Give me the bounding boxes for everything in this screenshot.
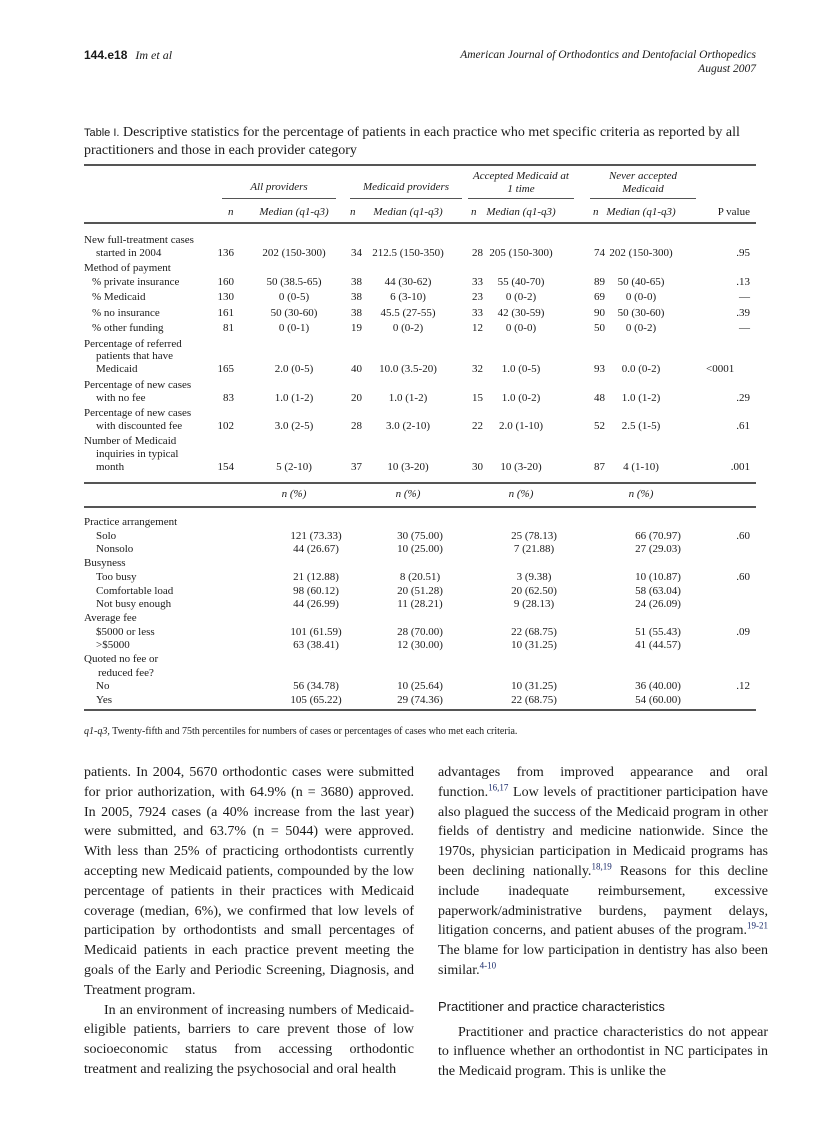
table-footnote <box>84 726 517 737</box>
cell-n-pct: 66 (70.97) <box>635 529 681 542</box>
cell-median: 6 (3-10) <box>390 291 426 304</box>
cell-median: 0 (0-1) <box>278 322 310 335</box>
row-label: Percentage of new cases <box>84 407 192 419</box>
cell-median: 45.5 (27-55) <box>380 306 436 319</box>
running-head-right <box>460 48 756 76</box>
cell-median: 50 (30-60) <box>617 306 665 319</box>
cell-n: 69 <box>594 291 605 304</box>
cell-n-pct: 63 (38.41) <box>293 639 339 652</box>
cell-n: 87 <box>594 460 605 473</box>
text-run: The blame for low participation in dentistry has also been similar. <box>438 943 768 978</box>
cell-p-value: — <box>739 322 750 335</box>
cell-n: 34 <box>351 246 362 259</box>
group-header: Medicaid providers <box>362 181 450 193</box>
cell-p-value: .13 <box>736 275 750 288</box>
cell-median: 202 (150-300) <box>262 246 326 259</box>
group-header: All providers <box>250 181 308 193</box>
col-header-median: Median (q1-q3) <box>259 206 329 218</box>
paragraph: In an environment of increasing numbers of Medicaid-eligible patients, barriers to care prevent those of low socioeconomic status from accessing orthodontic treatment and realizing the psychosocial and oral health <box>84 1002 414 1077</box>
row-label: Busyness <box>84 557 126 570</box>
cell-n: 19 <box>351 322 362 335</box>
row-label: Not busy enough <box>96 598 172 611</box>
cell-median: 50 (40-65) <box>617 275 665 288</box>
cell-n: 23 <box>472 291 483 304</box>
row-label: Solo <box>96 529 117 542</box>
cell-median: 2.0 (0-5) <box>274 363 314 376</box>
row-label: reduced fee? <box>98 666 154 679</box>
cell-n-pct: 30 (75.00) <box>397 529 443 542</box>
cell-n: 161 <box>217 306 234 319</box>
cell-n-pct: 98 (60.12) <box>293 584 339 597</box>
col-header-median: Median (q1-q3) <box>486 206 556 218</box>
cell-p-value: .12 <box>736 680 750 693</box>
cell-n: 38 <box>351 306 362 319</box>
cell-p-value: .09 <box>736 625 750 638</box>
cell-p-value: .29 <box>736 391 750 404</box>
cell-n: 74 <box>594 246 605 259</box>
cell-n: 12 <box>472 322 483 335</box>
table-bottom-rule <box>84 709 756 711</box>
col-header-n: n <box>350 206 356 218</box>
row-label: Percentage of new cases <box>84 378 192 391</box>
col-header-n-pct: n (%) <box>508 488 534 500</box>
row-label: started in 2004 <box>96 246 162 259</box>
row-label: month <box>96 460 125 473</box>
cell-n-pct: 44 (26.99) <box>293 598 339 611</box>
cell-n-pct: 11 (28.21) <box>397 598 443 611</box>
cell-n: 32 <box>472 363 483 376</box>
row-label: >$5000 <box>96 639 130 652</box>
row-label: Average fee <box>84 611 137 624</box>
cell-n: 48 <box>594 391 605 404</box>
cell-n: 15 <box>472 391 483 404</box>
running-head-left <box>84 48 172 63</box>
paragraph: Practitioner and practice characteristics do not appear to influence whether an orthodontist in NC participates in the Medicaid program. This is unlike the <box>438 1024 768 1080</box>
cell-n: 50 <box>594 322 605 335</box>
cell-n: 90 <box>594 306 605 319</box>
cell-median: 1.0 (0-2) <box>501 391 541 404</box>
page-number: 144.e18 <box>84 48 128 62</box>
cell-n-pct: 27 (29.03) <box>635 543 681 556</box>
table-top-rule <box>84 164 756 166</box>
cell-p-value: .39 <box>736 306 750 319</box>
cell-n-pct: 36 (40.00) <box>635 680 681 693</box>
journal-issue: August 2007 <box>698 63 756 75</box>
cell-n-pct: 58 (63.04) <box>635 584 681 597</box>
running-head-authors: Im et al <box>135 48 173 62</box>
cell-n-pct: 22 (68.75) <box>511 694 557 707</box>
table-label: Table I. <box>84 127 120 139</box>
col-header-n-pct: n (%) <box>281 488 307 500</box>
row-label: Nonsolo <box>96 543 134 556</box>
row-label: with no fee <box>96 391 146 404</box>
cell-n: 102 <box>217 419 234 432</box>
cell-n-pct: 10 (25.00) <box>397 543 443 556</box>
cell-n-pct: 12 (30.00) <box>397 639 443 652</box>
cell-n: 130 <box>217 291 234 304</box>
cell-n-pct: 7 (21.88) <box>513 543 555 556</box>
text-run: Low levels of practitioner participation have also plagued the success of the Medicaid program in other fields of dentistry and medicine nationwide. Since the 1970s, physician participation in Medicaid programs has been declining nationally. <box>438 784 768 879</box>
text-run: advantages from improved appearance and oral function. <box>438 765 768 800</box>
cell-n-pct: 121 (73.33) <box>290 529 342 542</box>
row-label: % private insurance <box>92 275 180 288</box>
section-rule <box>84 482 756 484</box>
citation-ref[interactable]: 18,19 <box>591 861 612 872</box>
cell-n-pct: 10 (31.25) <box>511 680 557 693</box>
cell-median: 0 (0-0) <box>505 322 537 335</box>
cell-n-pct: 25 (78.13) <box>511 529 557 542</box>
paragraph: patients. In 2004, 5670 orthodontic cases were submitted for prior authorization, with 64.9% (n = 3680) approved. In 2005, 7924 cases (a 40% increase from the last year) were submitted, and 63.7% (n = 5044) were approved. With less than 25% of practicing orthodontists currently accepting new Medicaid patients, compounded by the low percentage of patients in their practices with Medicaid coverage (median, 6%), we confirmed that low levels of participation by orthodontists and small percentages of Medicaid patients in each practice prevent meeting the goals of the Early and Periodic Screening, Diagnosis, and Treatment program. <box>84 765 414 998</box>
cell-median: 2.5 (1-5) <box>621 419 661 432</box>
group-underline <box>350 198 462 199</box>
cell-p-value: .60 <box>736 570 750 583</box>
cell-median: 3.0 (2-10) <box>386 419 430 432</box>
cell-median: 0 (0-5) <box>278 291 310 304</box>
group-header: Accepted Medicaid at <box>473 170 569 182</box>
cell-n-pct: 21 (12.88) <box>293 570 339 583</box>
row-label: Percentage of referred <box>84 337 182 350</box>
footnote-term: q1-q3, <box>84 726 110 737</box>
cell-n: 33 <box>472 275 483 288</box>
group-header: Never accepted <box>608 170 678 182</box>
cell-n: 38 <box>351 291 362 304</box>
row-label: $5000 or less <box>96 625 155 638</box>
body-column-right <box>438 763 768 1082</box>
cell-n: 40 <box>351 363 362 376</box>
cell-n-pct: 105 (65.22) <box>290 694 342 707</box>
cell-p-value: <0001 <box>706 363 735 376</box>
row-label: Method of payment <box>84 262 171 275</box>
row-label: % other funding <box>92 322 164 335</box>
cell-n: 22 <box>472 419 483 432</box>
cell-n-pct: 10 (10.87) <box>635 570 681 583</box>
col-header-n: n <box>593 206 599 218</box>
cell-n-pct: 56 (34.78) <box>293 680 339 693</box>
citation-ref[interactable]: 16,17 <box>488 782 509 793</box>
cell-n-pct: 101 (61.59) <box>290 625 342 638</box>
cell-median: 50 (38.5-65) <box>266 275 322 288</box>
body-column-left <box>84 763 414 1080</box>
cell-n: 154 <box>217 460 234 473</box>
cell-p-value: — <box>739 291 750 304</box>
cell-n-pct: 10 (25.64) <box>397 680 443 693</box>
row-label: Number of Medicaid <box>84 435 177 448</box>
cell-n-pct: 8 (20.51) <box>399 570 441 583</box>
cell-n: 37 <box>351 460 362 473</box>
cell-n-pct: 54 (60.00) <box>635 694 681 707</box>
table-caption <box>84 124 756 159</box>
row-label: No <box>96 680 110 693</box>
col-header-median: Median (q1-q3) <box>373 206 443 218</box>
row-label: patients that have <box>96 350 173 363</box>
cell-p-value: .60 <box>736 529 750 542</box>
row-label: Quoted no fee or <box>84 653 159 665</box>
cell-median: 202 (150-300) <box>609 246 673 259</box>
col-header-n: n <box>471 206 477 218</box>
cell-n: 28 <box>351 419 362 432</box>
row-label: Practice arrangement <box>84 516 178 528</box>
journal-title: American Journal of Orthodontics and Dentofacial Orthopedics <box>460 49 756 61</box>
cell-median: 0 (0-2) <box>625 322 657 335</box>
cell-median: 0 (0-2) <box>505 291 537 304</box>
cell-median: 1.0 (1-2) <box>274 391 314 404</box>
citation-ref[interactable]: 4-10 <box>479 960 497 971</box>
cell-n: 52 <box>594 419 605 432</box>
cell-median: 5 (2-10) <box>276 460 312 473</box>
cell-p-value: .001 <box>730 460 750 473</box>
cell-n: 136 <box>217 246 234 259</box>
group-underline <box>590 198 696 199</box>
col-header-n-pct: n (%) <box>628 488 654 500</box>
cell-median: 0 (0-2) <box>392 322 424 335</box>
cell-n-pct: 3 (9.38) <box>516 570 552 583</box>
cell-median: 205 (150-300) <box>489 246 553 259</box>
cell-median: 3.0 (2-5) <box>274 419 314 432</box>
cell-n: 93 <box>594 363 605 376</box>
cell-median: 1.0 (0-5) <box>501 363 541 376</box>
cell-median: 10.0 (3.5-20) <box>379 363 437 376</box>
cell-median: 44 (30-62) <box>384 275 432 288</box>
section-heading: Practitioner and practice characteristics <box>438 998 665 1014</box>
footnote-text: Twenty-fifth and 75th percentiles for numbers of cases or percentages of cases who met each criteria. <box>109 726 518 737</box>
cell-n-pct: 51 (55.43) <box>635 625 681 638</box>
cell-n-pct: 9 (28.13) <box>513 598 555 611</box>
row-label: Comfortable load <box>96 584 174 597</box>
table-caption-text: Descriptive statistics for the percentage of patients in each practice who met specific criteria as reported by all practitioners and those in each provider category <box>84 125 740 158</box>
cell-n-pct: 24 (26.09) <box>635 598 681 611</box>
row-label: Medicaid <box>96 363 138 376</box>
cell-p-value: .61 <box>736 419 750 432</box>
cell-median: 10 (3-20) <box>500 460 542 473</box>
cell-n-pct: 20 (62.50) <box>511 584 557 597</box>
group-underline <box>468 198 574 199</box>
cell-median: 55 (40-70) <box>497 275 545 288</box>
col-header-n-pct: n (%) <box>395 488 421 500</box>
row-label: Too busy <box>96 570 137 583</box>
header-bottom-rule <box>84 222 756 224</box>
cell-median: 42 (30-59) <box>497 306 545 319</box>
cell-n-pct: 29 (74.36) <box>397 694 443 707</box>
cell-median: 1.0 (1-2) <box>621 391 661 404</box>
cell-n: 20 <box>351 391 362 404</box>
cell-n-pct: 20 (51.28) <box>397 584 443 597</box>
cell-n: 83 <box>223 391 234 404</box>
col-header-median: Median (q1-q3) <box>606 206 676 218</box>
cell-n: 165 <box>217 363 234 376</box>
cell-n: 160 <box>217 275 234 288</box>
cell-n-pct: 41 (44.57) <box>635 639 681 652</box>
row-label: inquiries in typical <box>96 448 179 461</box>
cell-n: 33 <box>472 306 483 319</box>
cell-median: 10 (3-20) <box>387 460 429 473</box>
col-header-n: n <box>228 206 234 218</box>
cell-n: 30 <box>472 460 483 473</box>
section-rule <box>84 506 756 508</box>
row-label: % no insurance <box>92 306 160 319</box>
cell-median: 212.5 (150-350) <box>372 246 444 259</box>
cell-median: 2.0 (1-10) <box>499 419 543 432</box>
row-label: Yes <box>96 694 113 707</box>
cell-median: 1.0 (1-2) <box>388 391 428 404</box>
row-label: New full-treatment cases <box>84 234 194 246</box>
cell-p-value: .95 <box>736 246 750 259</box>
cell-median: 0 (0-0) <box>625 291 657 304</box>
group-header: 1 time <box>507 183 535 195</box>
cell-n: 28 <box>472 246 483 259</box>
paragraph <box>438 763 768 981</box>
group-underline <box>222 198 336 199</box>
cell-n: 89 <box>594 275 605 288</box>
cell-n: 81 <box>223 322 234 335</box>
cell-median: 50 (30-60) <box>270 306 318 319</box>
cell-median: 4 (1-10) <box>623 460 659 473</box>
cell-n-pct: 44 (26.67) <box>293 543 339 556</box>
row-label: % Medicaid <box>92 291 146 304</box>
citation-ref[interactable]: 19-21 <box>747 920 768 931</box>
cell-n-pct: 10 (31.25) <box>511 639 557 652</box>
cell-median: 0.0 (0-2) <box>621 363 661 376</box>
group-header: Medicaid <box>622 183 664 195</box>
cell-n-pct: 28 (70.00) <box>397 625 443 638</box>
row-label: with discounted fee <box>96 419 183 432</box>
cell-n-pct: 22 (68.75) <box>511 625 557 638</box>
text-run: Reasons for this decline include inadequate reimbursement, excessive paperwork/administrative burdens, payment delays, litigation concerns, and patient abuses of the program. <box>438 863 768 939</box>
cell-n: 38 <box>351 275 362 288</box>
col-header-p: P value <box>717 206 750 218</box>
